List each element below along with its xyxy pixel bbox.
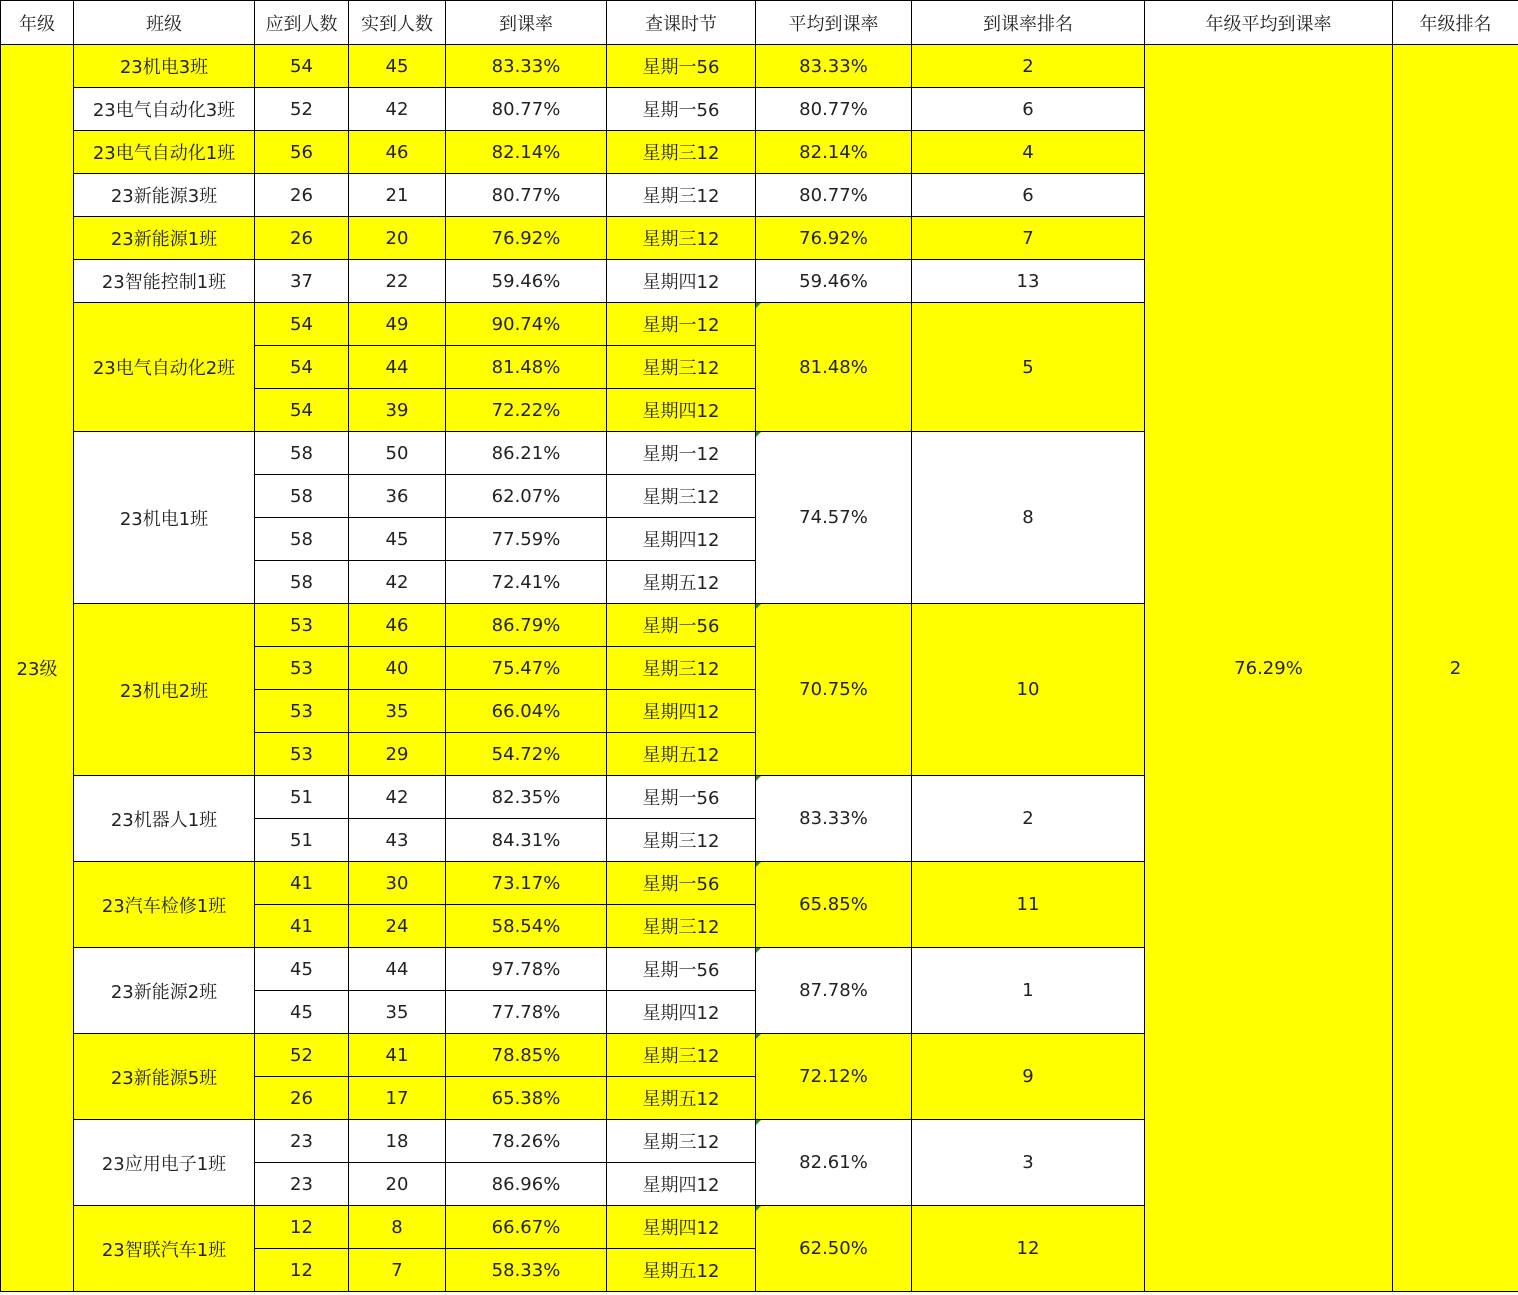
- attendance-rate-cell[interactable]: 72.41%: [446, 561, 607, 604]
- check-time-cell[interactable]: 星期一56: [607, 604, 756, 647]
- expected-count-cell[interactable]: 12: [255, 1206, 349, 1249]
- expected-count-cell[interactable]: 45: [255, 948, 349, 991]
- attendance-rate-cell[interactable]: 80.77%: [446, 174, 607, 217]
- attendance-rate-cell[interactable]: 77.78%: [446, 991, 607, 1034]
- actual-count-cell[interactable]: 44: [349, 948, 446, 991]
- check-time-cell[interactable]: 星期四12: [607, 389, 756, 432]
- check-time-cell[interactable]: 星期四12: [607, 1163, 756, 1206]
- check-time-cell[interactable]: 星期一56: [607, 776, 756, 819]
- avg-rate-cell[interactable]: 81.48%: [756, 303, 912, 432]
- check-time-cell[interactable]: 星期一56: [607, 862, 756, 905]
- check-time-cell[interactable]: 星期一12: [607, 432, 756, 475]
- actual-count-cell[interactable]: 7: [349, 1249, 446, 1292]
- rank-cell[interactable]: 6: [912, 174, 1145, 217]
- class-name-cell[interactable]: 23机电2班: [74, 604, 255, 776]
- rank-cell[interactable]: 8: [912, 432, 1145, 604]
- rank-cell[interactable]: 1: [912, 948, 1145, 1034]
- header-check-time[interactable]: 查课时节: [607, 1, 756, 45]
- attendance-rate-cell[interactable]: 59.46%: [446, 260, 607, 303]
- actual-count-cell[interactable]: 35: [349, 690, 446, 733]
- attendance-rate-cell[interactable]: 66.04%: [446, 690, 607, 733]
- check-time-cell[interactable]: 星期三12: [607, 1120, 756, 1163]
- avg-rate-cell[interactable]: 59.46%: [756, 260, 912, 303]
- grade-cell[interactable]: 23级: [1, 45, 74, 1292]
- actual-count-cell[interactable]: 44: [349, 346, 446, 389]
- attendance-rate-cell[interactable]: 97.78%: [446, 948, 607, 991]
- expected-count-cell[interactable]: 26: [255, 1077, 349, 1120]
- check-time-cell[interactable]: 星期五12: [607, 561, 756, 604]
- rank-cell[interactable]: 6: [912, 88, 1145, 131]
- expected-count-cell[interactable]: 26: [255, 217, 349, 260]
- attendance-rate-cell[interactable]: 75.47%: [446, 647, 607, 690]
- expected-count-cell[interactable]: 53: [255, 604, 349, 647]
- check-time-cell[interactable]: 星期三12: [607, 174, 756, 217]
- rank-cell[interactable]: 2: [912, 776, 1145, 862]
- expected-count-cell[interactable]: 51: [255, 819, 349, 862]
- attendance-rate-cell[interactable]: 81.48%: [446, 346, 607, 389]
- check-time-cell[interactable]: 星期五12: [607, 733, 756, 776]
- actual-count-cell[interactable]: 49: [349, 303, 446, 346]
- class-name-cell[interactable]: 23机器人1班: [74, 776, 255, 862]
- class-name-cell[interactable]: 23智能控制1班: [74, 260, 255, 303]
- class-name-cell[interactable]: 23电气自动化3班: [74, 88, 255, 131]
- class-name-cell[interactable]: 23新能源2班: [74, 948, 255, 1034]
- check-time-cell[interactable]: 星期五12: [607, 1077, 756, 1120]
- avg-rate-cell[interactable]: 83.33%: [756, 776, 912, 862]
- class-name-cell[interactable]: 23应用电子1班: [74, 1120, 255, 1206]
- expected-count-cell[interactable]: 37: [255, 260, 349, 303]
- actual-count-cell[interactable]: 8: [349, 1206, 446, 1249]
- rank-cell[interactable]: 7: [912, 217, 1145, 260]
- table-row: [1, 45, 1518, 88]
- header-grade-rank[interactable]: 年级排名: [1393, 1, 1518, 45]
- actual-count-cell[interactable]: 41: [349, 1034, 446, 1077]
- expected-count-cell[interactable]: 53: [255, 647, 349, 690]
- attendance-rate-cell[interactable]: 62.07%: [446, 475, 607, 518]
- rank-cell[interactable]: 10: [912, 604, 1145, 776]
- actual-count-cell[interactable]: 36: [349, 475, 446, 518]
- attendance-rate-cell[interactable]: 86.21%: [446, 432, 607, 475]
- grade-avg-rate-cell[interactable]: 76.29%: [1145, 45, 1393, 1292]
- attendance-rate-cell[interactable]: 77.59%: [446, 518, 607, 561]
- rank-cell[interactable]: 4: [912, 131, 1145, 174]
- table-body: [1, 45, 1518, 1292]
- actual-count-cell[interactable]: 20: [349, 1163, 446, 1206]
- header-grade[interactable]: 年级: [1, 1, 74, 45]
- avg-rate-cell[interactable]: 82.61%: [756, 1120, 912, 1206]
- check-time-cell[interactable]: 星期一56: [607, 948, 756, 991]
- avg-rate-cell[interactable]: 65.85%: [756, 862, 912, 948]
- header-class[interactable]: 班级: [74, 1, 255, 45]
- actual-count-cell[interactable]: 46: [349, 131, 446, 174]
- actual-count-cell[interactable]: 42: [349, 776, 446, 819]
- class-name-cell[interactable]: 23电气自动化2班: [74, 303, 255, 432]
- actual-count-cell[interactable]: 45: [349, 45, 446, 88]
- actual-count-cell[interactable]: 42: [349, 88, 446, 131]
- attendance-rate-cell[interactable]: 82.35%: [446, 776, 607, 819]
- check-time-cell[interactable]: 星期三12: [607, 1034, 756, 1077]
- actual-count-cell[interactable]: 43: [349, 819, 446, 862]
- attendance-rate-cell[interactable]: 58.54%: [446, 905, 607, 948]
- attendance-rate-cell[interactable]: 86.96%: [446, 1163, 607, 1206]
- grade-rank-cell[interactable]: 2: [1393, 45, 1518, 1292]
- attendance-rate-cell[interactable]: 66.67%: [446, 1206, 607, 1249]
- actual-count-cell[interactable]: 42: [349, 561, 446, 604]
- check-time-cell[interactable]: 星期四12: [607, 690, 756, 733]
- attendance-rate-cell[interactable]: 83.33%: [446, 45, 607, 88]
- check-time-cell[interactable]: 星期一12: [607, 303, 756, 346]
- class-name-cell[interactable]: 23智联汽车1班: [74, 1206, 255, 1292]
- actual-count-cell[interactable]: 30: [349, 862, 446, 905]
- avg-rate-cell[interactable]: 83.33%: [756, 45, 912, 88]
- actual-count-cell[interactable]: 21: [349, 174, 446, 217]
- avg-rate-cell[interactable]: 80.77%: [756, 174, 912, 217]
- expected-count-cell[interactable]: 54: [255, 303, 349, 346]
- attendance-rate-cell[interactable]: 73.17%: [446, 862, 607, 905]
- avg-rate-cell[interactable]: 82.14%: [756, 131, 912, 174]
- header-actual[interactable]: 实到人数: [349, 1, 446, 45]
- attendance-rate-cell[interactable]: 54.72%: [446, 733, 607, 776]
- class-name-cell[interactable]: 23机电3班: [74, 45, 255, 88]
- expected-count-cell[interactable]: 56: [255, 131, 349, 174]
- header-expected[interactable]: 应到人数: [255, 1, 349, 45]
- header-row: [1, 1, 1518, 45]
- header-avg-rate[interactable]: 平均到课率: [756, 1, 912, 45]
- attendance-rate-cell[interactable]: 84.31%: [446, 819, 607, 862]
- class-name-cell[interactable]: 23电气自动化1班: [74, 131, 255, 174]
- rank-cell[interactable]: 5: [912, 303, 1145, 432]
- actual-count-cell[interactable]: 40: [349, 647, 446, 690]
- check-time-cell[interactable]: 星期四12: [607, 991, 756, 1034]
- actual-count-cell[interactable]: 22: [349, 260, 446, 303]
- rank-cell[interactable]: 13: [912, 260, 1145, 303]
- check-time-cell[interactable]: 星期四12: [607, 518, 756, 561]
- expected-count-cell[interactable]: 45: [255, 991, 349, 1034]
- expected-count-cell[interactable]: 41: [255, 905, 349, 948]
- rank-cell[interactable]: 3: [912, 1120, 1145, 1206]
- check-time-cell[interactable]: 星期四12: [607, 260, 756, 303]
- actual-count-cell[interactable]: 39: [349, 389, 446, 432]
- check-time-cell[interactable]: 星期三12: [607, 475, 756, 518]
- class-name-cell[interactable]: 23机电1班: [74, 432, 255, 604]
- attendance-rate-cell[interactable]: 86.79%: [446, 604, 607, 647]
- class-name-cell[interactable]: 23新能源5班: [74, 1034, 255, 1120]
- check-time-cell[interactable]: 星期一56: [607, 88, 756, 131]
- check-time-cell[interactable]: 星期四12: [607, 1206, 756, 1249]
- expected-count-cell[interactable]: 58: [255, 561, 349, 604]
- actual-count-cell[interactable]: 17: [349, 1077, 446, 1120]
- check-time-cell[interactable]: 星期三12: [607, 131, 756, 174]
- rank-cell[interactable]: 2: [912, 45, 1145, 88]
- class-name-cell[interactable]: 23新能源1班: [74, 217, 255, 260]
- expected-count-cell[interactable]: 54: [255, 389, 349, 432]
- expected-count-cell[interactable]: 58: [255, 475, 349, 518]
- avg-rate-cell[interactable]: 76.92%: [756, 217, 912, 260]
- expected-count-cell[interactable]: 52: [255, 88, 349, 131]
- actual-count-cell[interactable]: 46: [349, 604, 446, 647]
- check-time-cell[interactable]: 星期三12: [607, 217, 756, 260]
- avg-rate-cell[interactable]: 70.75%: [756, 604, 912, 776]
- attendance-rate-cell[interactable]: 78.85%: [446, 1034, 607, 1077]
- header-rank[interactable]: 到课率排名: [912, 1, 1145, 45]
- rank-cell[interactable]: 12: [912, 1206, 1145, 1292]
- expected-count-cell[interactable]: 23: [255, 1163, 349, 1206]
- check-time-cell[interactable]: 星期三12: [607, 647, 756, 690]
- attendance-rate-cell[interactable]: 58.33%: [446, 1249, 607, 1292]
- expected-count-cell[interactable]: 53: [255, 690, 349, 733]
- expected-count-cell[interactable]: 23: [255, 1120, 349, 1163]
- expected-count-cell[interactable]: 52: [255, 1034, 349, 1077]
- check-time-cell[interactable]: 星期一56: [607, 45, 756, 88]
- expected-count-cell[interactable]: 54: [255, 346, 349, 389]
- expected-count-cell[interactable]: 58: [255, 518, 349, 561]
- expected-count-cell[interactable]: 58: [255, 432, 349, 475]
- actual-count-cell[interactable]: 20: [349, 217, 446, 260]
- avg-rate-cell[interactable]: 87.78%: [756, 948, 912, 1034]
- avg-rate-cell[interactable]: 62.50%: [756, 1206, 912, 1292]
- actual-count-cell[interactable]: 50: [349, 432, 446, 475]
- header-grade-avg-rate[interactable]: 年级平均到课率: [1145, 1, 1393, 45]
- attendance-rate-cell[interactable]: 72.22%: [446, 389, 607, 432]
- check-time-cell[interactable]: 星期三12: [607, 819, 756, 862]
- attendance-rate-cell[interactable]: 82.14%: [446, 131, 607, 174]
- attendance-rate-cell[interactable]: 65.38%: [446, 1077, 607, 1120]
- class-name-cell[interactable]: 23新能源3班: [74, 174, 255, 217]
- class-name-cell[interactable]: 23汽车检修1班: [74, 862, 255, 948]
- expected-count-cell[interactable]: 12: [255, 1249, 349, 1292]
- header-rate[interactable]: 到课率: [446, 1, 607, 45]
- expected-count-cell[interactable]: 41: [255, 862, 349, 905]
- expected-count-cell[interactable]: 54: [255, 45, 349, 88]
- avg-rate-cell[interactable]: 74.57%: [756, 432, 912, 604]
- attendance-rate-cell[interactable]: 76.92%: [446, 217, 607, 260]
- check-time-cell[interactable]: 星期五12: [607, 1249, 756, 1292]
- check-time-cell[interactable]: 星期三12: [607, 905, 756, 948]
- actual-count-cell[interactable]: 18: [349, 1120, 446, 1163]
- rank-cell[interactable]: 11: [912, 862, 1145, 948]
- actual-count-cell[interactable]: 45: [349, 518, 446, 561]
- expected-count-cell[interactable]: 26: [255, 174, 349, 217]
- attendance-rate-cell[interactable]: 80.77%: [446, 88, 607, 131]
- avg-rate-cell[interactable]: 80.77%: [756, 88, 912, 131]
- actual-count-cell[interactable]: 29: [349, 733, 446, 776]
- rank-cell[interactable]: 9: [912, 1034, 1145, 1120]
- expected-count-cell[interactable]: 51: [255, 776, 349, 819]
- attendance-rate-cell[interactable]: 78.26%: [446, 1120, 607, 1163]
- attendance-rate-cell[interactable]: 90.74%: [446, 303, 607, 346]
- actual-count-cell[interactable]: 24: [349, 905, 446, 948]
- check-time-cell[interactable]: 星期三12: [607, 346, 756, 389]
- expected-count-cell[interactable]: 53: [255, 733, 349, 776]
- actual-count-cell[interactable]: 35: [349, 991, 446, 1034]
- avg-rate-cell[interactable]: 72.12%: [756, 1034, 912, 1120]
